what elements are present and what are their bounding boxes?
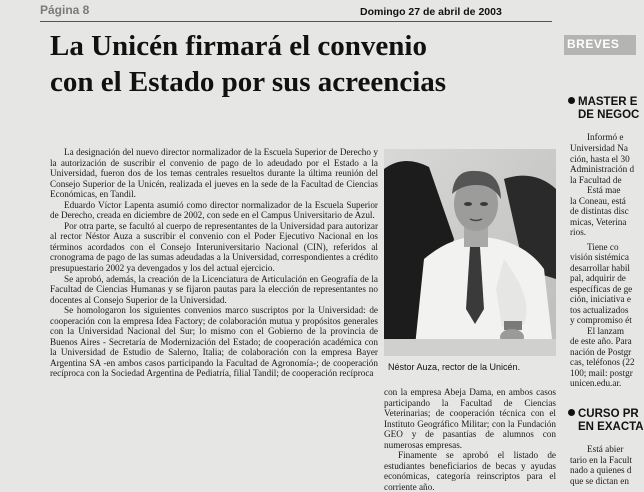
brief-1-line: El lanzam <box>587 325 624 336</box>
brief-1-line: 100; mail: postgr <box>570 367 633 378</box>
brief-1-text-body <box>570 143 635 389</box>
brief-1-line: Tiene co <box>587 241 619 252</box>
rector-photo-image <box>384 149 556 356</box>
page-number: Página 8 <box>40 3 90 17</box>
brief-1-line: nación de Postgr <box>570 346 632 357</box>
brief-1-line: ción, iniciativa e <box>570 294 631 304</box>
article-body <box>50 147 378 379</box>
paragraph-4: Se aprobó, además, la creación de la Licenciatura de Articulación en Geografía de la Facultad de Ciencias Humanas y se fijaron pautas para la elección de representantes no docentes al Consejo Superior de la Universidad. <box>50 273 378 305</box>
photo-caption: Néstor Auza, rector de la Unicén. <box>388 362 521 372</box>
brief-1-line: micas, Veterina <box>570 216 627 227</box>
article-headline <box>50 28 550 100</box>
brief-2-line: nado a quienes d <box>570 465 632 475</box>
brief-1-line: Universidad Na <box>570 143 628 153</box>
continuation-2: Finamente se aprobó el listado de estudiantes beneficiarios de becas y ayudas económicas, categoría reinscriptos para el corriente año. <box>384 450 556 492</box>
article-body-continued <box>384 387 556 492</box>
bullet-icon <box>568 97 575 104</box>
brief-1-line: de este año. Para <box>570 336 632 346</box>
headline-line-2: con el Estado por sus acreencias <box>50 66 447 98</box>
bullet-icon <box>568 409 575 416</box>
brief-1-text <box>587 132 623 143</box>
brief-1-line: Administración d <box>570 164 635 174</box>
paragraph-3: Por otra parte, se facultó al cuerpo de representantes de la Universidad para autorizar al rector Néstor Auza a suscribir el convenio con el Poder Ejecutivo Nacional en los términos acordados con el Consejo Interuniversitario Nacional (CIN), referidos al cronograma de pago de las sumas adeudadas a la Universidad, correspondientes a crédito presupuestario 2002 ya devengados y los del actual ejercicio. <box>50 220 378 274</box>
paragraph-2: Eduardo Víctor Lapenta asumió como director normalizador de la Escuela Superior de Derecho, creada en diciembre de 2002, con sede en el Campus Universitario de Azul. <box>50 199 378 221</box>
headline-line-1: La Unicén firmará el convenio <box>50 30 427 62</box>
brief-1-title <box>568 96 639 122</box>
brief-1-title-line-1: MASTER E <box>578 96 638 108</box>
brief-1-line: cas, teléfonos (22 <box>570 357 635 367</box>
issue-date: Domingo 27 de abril de 2003 <box>360 6 502 18</box>
brief-2-line: que se dictan en <box>570 475 629 486</box>
brief-1-line: desarrollar habil <box>570 262 630 273</box>
brief-2-title <box>568 408 644 434</box>
rector-photo <box>384 149 556 356</box>
brief-1-line: Informó e <box>587 132 624 142</box>
brief-2-line: tario en la Facult <box>570 454 632 465</box>
brief-1-title-line-2: DE NEGOC <box>578 109 640 121</box>
brief-1-line: la Coneau, está <box>570 195 626 206</box>
breves-label: BREVES <box>567 37 620 51</box>
brief-1-line: rios. <box>570 227 587 237</box>
brief-1-line: específicas de ge <box>570 283 633 294</box>
paragraph-1: La designación del nuevo director normalizador de la Escuela Superior de Derecho y la autorización de suscribir el convenio de pago de lo adeudado por el Estado a la Universidad, fueron dos de los temas centrales resueltos durante la última reunión del Consejo Superior de la Unicén, realizada el jueves en la sede de la Facultad de Ciencias Económicas, en Tandil. <box>50 147 378 200</box>
brief-2-title-line-2: EN EXACTA <box>578 421 644 433</box>
brief-1-line: visión sistémica <box>570 252 629 262</box>
breves-section-label <box>564 35 636 55</box>
continuation-1: con la empresa Abeja Dama, en ambos casos participando la Facultad de Ciencias Veterinarias; de cooperación técnica con el Instituto Geográfico Militar; con la Fundación GEO y de pasantías de alumnos con numerosas empresas. <box>384 387 556 450</box>
header-rule <box>40 21 552 22</box>
brief-2-text <box>570 444 632 486</box>
brief-1-line: unicen.edu.ar. <box>570 378 622 388</box>
brief-2-title-line-1: CURSO PR <box>578 408 639 420</box>
brief-1-line: y compromiso ét <box>570 315 632 325</box>
paragraph-5: Se homologaron los siguientes convenios marco suscriptos por la Universidad: de cooperación con la empresa Idea Factory; de colaboración mutua y propósitos generales con la Universidad Nacional del Sur; lo mismo con el Gobierno de la provincia de Buenos Aires - Secretaría de Modernización del Estado; de cooperación académica con la Universidad de Estudio de Salerno, Italia; de colaboración con la empresa Bayer Argentina SA -en ambos casos participando la Facultad de Agronomía-; de cooperación recíproca con la Sociedad Argentina de Pediatría, filial Tandil; de cooperación recíproca <box>50 305 378 379</box>
brief-1-line: pal, adquirir de <box>570 273 626 283</box>
brief-1-line: tos actualizados <box>570 304 629 315</box>
brief-1-line: la Facultad de <box>570 174 622 185</box>
brief-1-line: Está mae <box>587 185 621 195</box>
brief-1-line: ción, hasta el 30 <box>570 153 630 164</box>
brief-1-line: de distintas disc <box>570 206 629 216</box>
brief-2-line: Está abier <box>587 444 624 454</box>
